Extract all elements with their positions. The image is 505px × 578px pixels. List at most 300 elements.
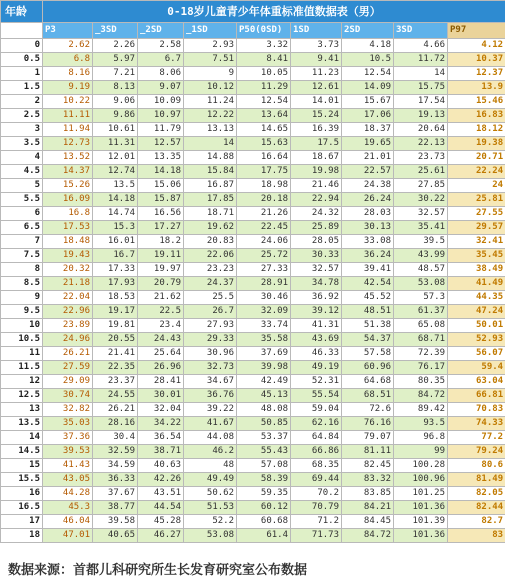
table-cell: 22.96 [43, 305, 93, 319]
table-cell: 20.64 [394, 123, 448, 137]
row-age: 13 [1, 403, 43, 417]
table-cell: 27.59 [43, 361, 93, 375]
table-cell: 46.27 [138, 529, 184, 543]
table-cell: 45.3 [43, 501, 93, 515]
table-cell: 20.32 [43, 263, 93, 277]
row-age: 10.5 [1, 333, 43, 347]
table-cell: 32.57 [394, 207, 448, 221]
table-cell: 10.37 [448, 53, 505, 67]
table-cell: 101.25 [394, 487, 448, 501]
table-cell: 20.55 [93, 333, 138, 347]
table-cell: 41.31 [291, 319, 342, 333]
table-cell: 60.12 [237, 501, 291, 515]
table-cell: 24.43 [138, 333, 184, 347]
table-cell: 24.37 [184, 277, 237, 291]
table-cell: 48 [184, 459, 237, 473]
table-row [1, 207, 505, 221]
table-cell: 39.12 [291, 305, 342, 319]
table-cell: 83 [448, 529, 505, 543]
table-row [1, 459, 505, 473]
table-cell: 30.46 [237, 291, 291, 305]
table-cell: 10.61 [93, 123, 138, 137]
table-cell: 32.73 [184, 361, 237, 375]
table-cell: 22.24 [448, 165, 505, 179]
table-cell: 24.38 [342, 179, 394, 193]
table-cell: 32.04 [138, 403, 184, 417]
table-cell: 28.16 [93, 417, 138, 431]
table-cell: 23.37 [93, 375, 138, 389]
row-age: 2 [1, 95, 43, 109]
table-cell: 16.83 [448, 109, 505, 123]
table-cell: 19.17 [93, 305, 138, 319]
row-age: 4 [1, 151, 43, 165]
table-cell: 45.28 [138, 515, 184, 529]
table-cell: 96.8 [394, 431, 448, 445]
table-row [1, 389, 505, 403]
table-cell: 89.42 [394, 403, 448, 417]
table-cell: 12.57 [138, 137, 184, 151]
table-cell: 16.7 [93, 249, 138, 263]
table-cell: 72.6 [342, 403, 394, 417]
table-cell: 13.5 [93, 179, 138, 193]
row-age: 5.5 [1, 193, 43, 207]
table-cell: 21.41 [93, 347, 138, 361]
table-cell: 63.04 [448, 375, 505, 389]
table-cell: 32.57 [291, 263, 342, 277]
table-cell: 68.51 [342, 389, 394, 403]
table-cell: 15.24 [291, 109, 342, 123]
table-row [1, 81, 505, 95]
table-cell: 59.35 [237, 487, 291, 501]
table-cell: 82.45 [342, 459, 394, 473]
table-cell: 55.43 [237, 445, 291, 459]
table-cell: 14 [394, 67, 448, 81]
table-cell: 82.05 [448, 487, 505, 501]
table-row [1, 487, 505, 501]
row-age: 12.5 [1, 389, 43, 403]
table-cell: 11.24 [184, 95, 237, 109]
row-age: 18 [1, 529, 43, 543]
table-cell: 6.8 [43, 53, 93, 67]
table-cell: 39.53 [43, 445, 93, 459]
table-cell: 66.86 [291, 445, 342, 459]
table-cell: 23.73 [394, 151, 448, 165]
table-cell: 60.96 [342, 361, 394, 375]
row-age: 6 [1, 207, 43, 221]
table-cell: 18.2 [138, 235, 184, 249]
table-cell: 80.6 [448, 459, 505, 473]
table-row [1, 263, 505, 277]
table-cell: 99 [394, 445, 448, 459]
table-row [1, 291, 505, 305]
table-cell: 37.67 [93, 487, 138, 501]
table-row [1, 151, 505, 165]
table-cell: 29.09 [43, 375, 93, 389]
table-cell: 101.36 [394, 529, 448, 543]
table-row [1, 67, 505, 81]
row-age: 17 [1, 515, 43, 529]
table-cell: 47.24 [448, 305, 505, 319]
table-cell: 2.58 [138, 39, 184, 53]
table-cell: 10.97 [138, 109, 184, 123]
row-age: 11 [1, 347, 43, 361]
table-cell: 41.67 [184, 417, 237, 431]
table-cell: 81.11 [342, 445, 394, 459]
table-cell: 22.57 [342, 165, 394, 179]
table-cell: 3.73 [291, 39, 342, 53]
table-cell: 30.22 [394, 193, 448, 207]
table-cell: 77.2 [448, 431, 505, 445]
table-cell: 35.58 [237, 333, 291, 347]
table-cell: 45.13 [237, 389, 291, 403]
table-cell: 62.16 [291, 417, 342, 431]
table-row [1, 305, 505, 319]
row-age: 9 [1, 291, 43, 305]
row-age: 13.5 [1, 417, 43, 431]
table-row [1, 109, 505, 123]
table-cell: 71.73 [291, 529, 342, 543]
table-cell: 42.26 [138, 473, 184, 487]
table-cell: 65.08 [394, 319, 448, 333]
table-cell: 15.06 [138, 179, 184, 193]
table-row [1, 193, 505, 207]
table-cell: 81.49 [448, 473, 505, 487]
table-cell: 43.69 [291, 333, 342, 347]
table-cell: 20.83 [184, 235, 237, 249]
table-cell: 3.32 [237, 39, 291, 53]
table-cell: 53.37 [237, 431, 291, 445]
table-cell: 42.54 [342, 277, 394, 291]
header-age-blank [1, 23, 43, 39]
table-row [1, 165, 505, 179]
table-cell: 4.18 [342, 39, 394, 53]
table-cell: 35.03 [43, 417, 93, 431]
row-age: 9.5 [1, 305, 43, 319]
table-cell: 17.53 [43, 221, 93, 235]
table-cell: 16.87 [184, 179, 237, 193]
table-cell: 18.98 [237, 179, 291, 193]
table-row [1, 417, 505, 431]
table-cell: 18.12 [448, 123, 505, 137]
table-cell: 83.32 [342, 473, 394, 487]
table-cell: 34.78 [291, 277, 342, 291]
table-cell: 21.01 [342, 151, 394, 165]
row-age: 14 [1, 431, 43, 445]
table-cell: 82.44 [448, 501, 505, 515]
table-cell: 70.83 [448, 403, 505, 417]
table-cell: 18.48 [43, 235, 93, 249]
table-cell: 30.96 [184, 347, 237, 361]
table-cell: 14.01 [291, 95, 342, 109]
table-row [1, 375, 505, 389]
table-cell: 50.85 [237, 417, 291, 431]
row-age: 12 [1, 375, 43, 389]
row-age: 0 [1, 39, 43, 53]
table-cell: 11.23 [291, 67, 342, 81]
table-row [1, 277, 505, 291]
table-cell: 49.49 [184, 473, 237, 487]
table-cell: 20.18 [237, 193, 291, 207]
header-minus-1sd: _1SD [184, 23, 237, 39]
table-cell: 18.53 [93, 291, 138, 305]
table-row [1, 445, 505, 459]
table-cell: 4.12 [448, 39, 505, 53]
table-cell: 16.64 [237, 151, 291, 165]
table-cell: 30.33 [291, 249, 342, 263]
table-cell: 19.81 [93, 319, 138, 333]
table-cell: 23.89 [43, 319, 93, 333]
row-age: 15.5 [1, 473, 43, 487]
table-cell: 32.09 [237, 305, 291, 319]
table-cell: 58.39 [237, 473, 291, 487]
table-cell: 27.33 [237, 263, 291, 277]
table-cell: 17.5 [291, 137, 342, 151]
table-cell: 68.35 [291, 459, 342, 473]
table-cell: 13.13 [184, 123, 237, 137]
table-cell: 100.96 [394, 473, 448, 487]
table-cell: 20.71 [448, 151, 505, 165]
table-cell: 15.84 [184, 165, 237, 179]
table-cell: 8.41 [237, 53, 291, 67]
header-2sd: 2SD [342, 23, 394, 39]
table-cell: 35.41 [394, 221, 448, 235]
table-cell: 17.33 [93, 263, 138, 277]
table-cell: 9.41 [291, 53, 342, 67]
table-cell: 13.9 [448, 81, 505, 95]
table-cell: 13.52 [43, 151, 93, 165]
table-cell: 29.57 [448, 221, 505, 235]
table-cell: 21.26 [237, 207, 291, 221]
table-cell: 15.87 [138, 193, 184, 207]
column-header-row [1, 23, 505, 39]
header-p50: P50(0SD) [237, 23, 291, 39]
table-cell: 27.55 [448, 207, 505, 221]
table-cell: 40.63 [138, 459, 184, 473]
table-cell: 52.31 [291, 375, 342, 389]
table-cell: 33.74 [237, 319, 291, 333]
table-cell: 101.36 [394, 501, 448, 515]
table-row [1, 53, 505, 67]
table-cell: 11.72 [394, 53, 448, 67]
table-cell: 38.49 [448, 263, 505, 277]
table-cell: 17.06 [342, 109, 394, 123]
table-cell: 25.64 [138, 347, 184, 361]
table-cell: 36.24 [342, 249, 394, 263]
table-cell: 11.79 [138, 123, 184, 137]
table-cell: 84.21 [342, 501, 394, 515]
table-cell: 26.21 [43, 347, 93, 361]
row-age: 7.5 [1, 249, 43, 263]
table-row [1, 179, 505, 193]
table-cell: 19.11 [138, 249, 184, 263]
table-cell: 26.24 [342, 193, 394, 207]
table-cell: 14.09 [342, 81, 394, 95]
table-cell: 24.06 [237, 235, 291, 249]
row-age: 1 [1, 67, 43, 81]
table-cell: 51.53 [184, 501, 237, 515]
table-row [1, 529, 505, 543]
table-cell: 69.44 [291, 473, 342, 487]
table-cell: 15.75 [394, 81, 448, 95]
row-age: 5 [1, 179, 43, 193]
row-age: 14.5 [1, 445, 43, 459]
table-cell: 16.39 [291, 123, 342, 137]
table-cell: 48.57 [394, 263, 448, 277]
table-cell: 84.72 [342, 529, 394, 543]
table-cell: 79.07 [342, 431, 394, 445]
table-cell: 44.35 [448, 291, 505, 305]
table-cell: 76.17 [394, 361, 448, 375]
table-row [1, 235, 505, 249]
table-cell: 17.27 [138, 221, 184, 235]
table-cell: 12.01 [93, 151, 138, 165]
table-cell: 16.56 [138, 207, 184, 221]
table-cell: 71.2 [291, 515, 342, 529]
table-cell: 25.89 [291, 221, 342, 235]
table-cell: 42.49 [237, 375, 291, 389]
table-cell: 59.4 [448, 361, 505, 375]
table-cell: 46.33 [291, 347, 342, 361]
table-row [1, 473, 505, 487]
table-cell: 13.64 [237, 109, 291, 123]
table-cell: 24 [448, 179, 505, 193]
table-cell: 52.2 [184, 515, 237, 529]
row-age: 3.5 [1, 137, 43, 151]
table-cell: 14.65 [237, 123, 291, 137]
table-cell: 44.28 [43, 487, 93, 501]
table-cell: 8.06 [138, 67, 184, 81]
table-cell: 32.41 [448, 235, 505, 249]
table-cell: 84.72 [394, 389, 448, 403]
table-cell: 79.24 [448, 445, 505, 459]
table-cell: 48.08 [237, 403, 291, 417]
table-cell: 39.98 [237, 361, 291, 375]
table-cell: 39.5 [394, 235, 448, 249]
table-cell: 14.18 [93, 193, 138, 207]
table-cell: 12.37 [448, 67, 505, 81]
row-age: 4.5 [1, 165, 43, 179]
table-cell: 12.74 [93, 165, 138, 179]
table-cell: 19.97 [138, 263, 184, 277]
table-cell: 46.2 [184, 445, 237, 459]
table-cell: 10.5 [342, 53, 394, 67]
table-cell: 16.09 [43, 193, 93, 207]
table-cell: 39.41 [342, 263, 394, 277]
table-row [1, 319, 505, 333]
table-cell: 26.21 [93, 403, 138, 417]
table-cell: 30.01 [138, 389, 184, 403]
table-row [1, 249, 505, 263]
table-cell: 8.13 [93, 81, 138, 95]
table-row [1, 347, 505, 361]
table-row [1, 137, 505, 151]
row-age: 8 [1, 263, 43, 277]
table-cell: 18.37 [342, 123, 394, 137]
table-cell: 2.26 [93, 39, 138, 53]
table-cell: 36.54 [138, 431, 184, 445]
table-cell: 25.5 [184, 291, 237, 305]
table-cell: 33.08 [342, 235, 394, 249]
row-age: 6.5 [1, 221, 43, 235]
table-cell: 12.22 [184, 109, 237, 123]
table-row [1, 221, 505, 235]
table-cell: 36.92 [291, 291, 342, 305]
header-minus-3sd: _3SD [93, 23, 138, 39]
table-cell: 53.08 [184, 529, 237, 543]
table-cell: 20.79 [138, 277, 184, 291]
table-cell: 21.62 [138, 291, 184, 305]
table-cell: 57.08 [237, 459, 291, 473]
table-cell: 9.19 [43, 81, 93, 95]
table-cell: 21.18 [43, 277, 93, 291]
table-cell: 10.12 [184, 81, 237, 95]
table-cell: 57.58 [342, 347, 394, 361]
table-cell: 27.93 [184, 319, 237, 333]
table-cell: 18.67 [291, 151, 342, 165]
table-row [1, 123, 505, 137]
table-cell: 30.4 [93, 431, 138, 445]
row-age: 2.5 [1, 109, 43, 123]
table-cell: 11.29 [237, 81, 291, 95]
table-cell: 14.37 [43, 165, 93, 179]
table-cell: 15.26 [43, 179, 93, 193]
table-cell: 5.97 [93, 53, 138, 67]
table-cell: 16.8 [43, 207, 93, 221]
table-title: 0-18岁儿童青少年体重标准值数据表（男） [43, 1, 505, 23]
table-cell: 72.39 [394, 347, 448, 361]
table-cell: 22.5 [138, 305, 184, 319]
table-row [1, 333, 505, 347]
table-cell: 24.55 [93, 389, 138, 403]
table-cell: 4.66 [394, 39, 448, 53]
table-cell: 23.4 [138, 319, 184, 333]
table-cell: 37.69 [237, 347, 291, 361]
table-cell: 37.36 [43, 431, 93, 445]
table-cell: 50.01 [448, 319, 505, 333]
table-cell: 61.37 [394, 305, 448, 319]
table-cell: 13.35 [138, 151, 184, 165]
table-cell: 12.54 [237, 95, 291, 109]
table-cell: 45.52 [342, 291, 394, 305]
table-cell: 39.22 [184, 403, 237, 417]
table-cell: 61.4 [237, 529, 291, 543]
table-cell: 101.39 [394, 515, 448, 529]
table-cell: 9 [184, 67, 237, 81]
table-cell: 14.88 [184, 151, 237, 165]
table-cell: 19.38 [448, 137, 505, 151]
row-age: 8.5 [1, 277, 43, 291]
table-row [1, 39, 505, 53]
table-cell: 17.93 [93, 277, 138, 291]
table-cell: 14.74 [93, 207, 138, 221]
table-row [1, 403, 505, 417]
row-age: 1.5 [1, 81, 43, 95]
table-cell: 19.98 [291, 165, 342, 179]
table-cell: 7.51 [184, 53, 237, 67]
table-cell: 12.61 [291, 81, 342, 95]
data-source-note: 数据来源：首都儿科研究所生长发育研究室公布数据 [8, 559, 307, 578]
table-cell: 16.01 [93, 235, 138, 249]
table-cell: 53.08 [394, 277, 448, 291]
table-cell: 18.71 [184, 207, 237, 221]
table-cell: 19.13 [394, 109, 448, 123]
table-cell: 54.37 [342, 333, 394, 347]
table-cell: 32.59 [93, 445, 138, 459]
table-cell: 100.28 [394, 459, 448, 473]
table-cell: 84.45 [342, 515, 394, 529]
table-cell: 15.46 [448, 95, 505, 109]
table-cell: 17.85 [184, 193, 237, 207]
